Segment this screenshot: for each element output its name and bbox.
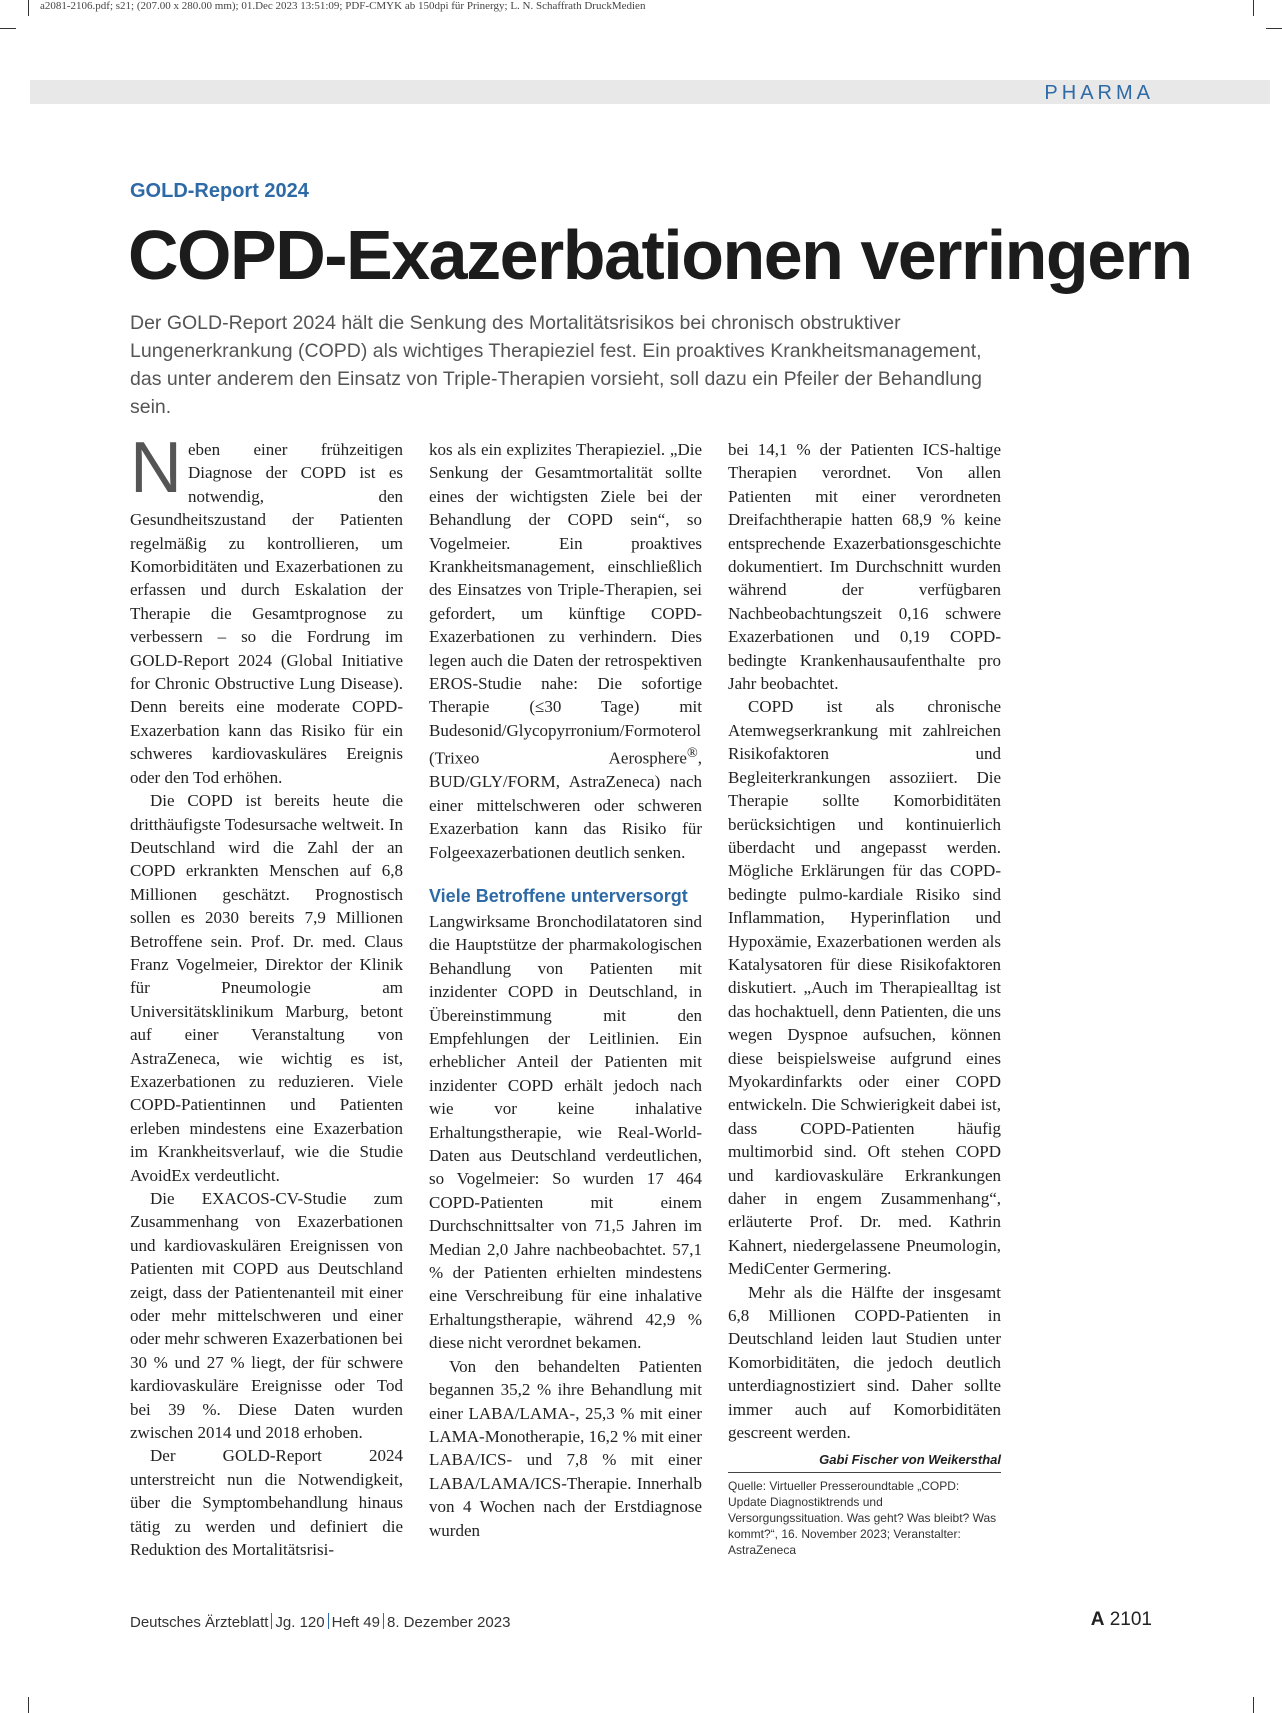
paragraph [728,1281,1001,1468]
print-slug: a2081-2106.pdf; s21; (207.00 x 280.00 mm); 01.Dec 2023 13:51:09; PDF-CMYK ab 150dpi für Prinergy; L. N. Schaffrath DruckMedien [40,0,646,12]
source-note: Quelle: Virtueller Presseroundtable „COPD: Update Diagnostiktrends und Versorgungssituation. Was geht? Was bleibt? Was kommt?“, 16. November 2023; Veranstalter: AstraZeneca [728,1472,1001,1558]
crop-mark [1253,0,1254,16]
paragraph-text: eben einer frühzeitigen Diagnose der COPD ist es notwendig, den Gesundheitszustand der Patienten regelmäßig zu kontrollieren, um Komorbiditäten und Exazerbationen zu erfassen und durch Eskalation der Therapie die Gesamtprognose zu verbessern – so die Fordrung im GOLD-Report 2024 (Global Initiative for Chronic Obstructive Lung Disease). Denn bereits eine moderate COPD-Exazerbation kann das Risiko für ein schweres kardiovaskuläres Ereignis oder den Tod erhöhen. [130,440,403,787]
divider [271,1613,272,1629]
paragraph-text: , BUD/GLY/FORM, AstraZeneca) nach einer mittelschweren oder schweren Exazerbation kann das Risiko für Folgeexazerbationen deutlich senken. [429,748,702,862]
text-column-3 [728,438,1001,1586]
page-number [1091,1609,1152,1631]
journal-issue: Heft 49 [331,1614,380,1631]
paragraph [130,428,403,789]
paragraph: Die COPD ist bereits heute die dritthäufigste Todesursache weltweit. In Deutschland wird die Zahl der an COPD erkrankten Menschen auf 6,8 Millionen geschätzt. Prognostisch sollen es 2030 bereits 7,9 Millionen Betroffene sein. Prof. Dr. med. Claus Franz Vogelmeier, Direktor der Klinik für Pneumologie am Universitätsklinikum Marburg, betont auf einer Veranstaltung von AstraZeneca, wie wichtig es ist, Exazerbationen zu reduzieren. Viele COPD-Patientinnen und Patienten erleben mindestens eine Exazerbation im Krankheitsverlauf, wie die Studie AvoidEx verdeutlicht. [130,791,403,1185]
crop-mark [28,0,29,16]
paragraph: Langwirksame Bronchodilatatoren sind die Hauptstütze der pharmakologischen Behandlung von Patienten mit inzidenter COPD in Deutschland, in Übereinstimmung mit den Empfehlungen der Leitlinien. Ein erheblicher Anteil der Patienten mit inzidenter COPD erhält jedoch nach wie vor keine inhalative Erhaltungstherapie, wie Real-World-Daten aus Deutschland verdeutlichen, so Vogelmeier: So wurden 17 464 COPD-Patienten mit einem Durchschnittsalter von 71,5 Jahren im Median 2,0 Jahre nachbeobachtet. 57,1 % der Patienten erhielten mindestens eine Verschreibung für eine inhalative Erhaltungstherapie, während 42,9 % diese nicht verordnet bekamen. [429,911,702,1353]
page-number-value: 2101 [1109,1609,1152,1630]
divider [328,1613,329,1629]
article-kicker: GOLD-Report 2024 [130,180,309,202]
paragraph: Von den behandelten Patienten begannen 35,2 % ihre Behandlung mit einer LABA/LAMA-, 25,3 % mit einer LAMA-Monotherapie, 16,2 % mit einer LABA/ICS- und 7,8 % mit einer LABA/LAMA/ICS-Therapie. Innerhalb von 4 Wochen nach der Erstdiagnose wurden [429,1356,702,1540]
paragraph-text: Mehr als die Hälfte der insgesamt 6,8 Millionen COPD-Patienten in Deutschland leiden laut Studien unter Komorbiditäten, die jedoch deutlich unterdiagnostiziert sind. Daher sollte immer auch auf Komorbiditäten gescreent werden. [728,1282,1001,1443]
crop-mark [1253,1697,1254,1713]
paragraph: bei 14,1 % der Patienten ICS-haltige Therapien verordnet. Von allen Patienten mit einer verordneten Dreifachtherapie hatten 68,9 % keine entsprechende Exazerbationsgeschichte dokumentiert. Im Durchschnitt wurden während der verfügbaren Nachbeobachtungszeit 0,16 schwere Exazerbationen und 0,19 COPD-bedingte Krankenhausaufenthalte pro Jahr beobachtet. [728,440,1001,694]
drop-cap: N [130,428,182,508]
text-column-1 [130,428,403,1586]
paragraph: COPD ist als chronische Atemwegserkrankung mit zahlreichen Risikofaktoren und Begleiterkrankungen assoziiert. Die Therapie sollte Komorbiditäten berücksichtigen und kontinuierlich überdacht und angepasst werden. Mögliche Erklärungen für das COPD-bedingte pulmo-kardiale Risiko sind Inflammation, Hyperinflation und Hypoxämie, Exazerbationen werden als Katalysatoren für diese Risikofaktoren diskutiert. „Auch im Therapiealltag ist das hochaktuell, denn Patienten, die uns wegen Dyspnoe aufsuchen, können diese beispielsweise aufgrund eines Myokardinfarkts oder einer COPD entwickeln. Die Schwierigkeit dabei ist, dass COPD-Patienten häufig multimorbid sind. Oft stehen COPD und kardiovaskuläre Erkrankungen daher in engem Zusammenhang“, erläuterte Prof. Dr. med. Kathrin Kahnert, niedergelassene Pneumologin, MediCenter Germering. [728,697,1001,1279]
author-byline: Gabi Fischer von Weikersthal [819,1452,1001,1468]
issue-date: 8. Dezember 2023 [387,1614,511,1631]
crop-mark [28,1697,29,1713]
journal-volume: Jg. 120 [275,1614,325,1631]
crop-mark [1266,28,1282,29]
paragraph: Der GOLD-Report 2024 unterstreicht nun die Notwendigkeit, über die Symptombehandlung hinaus tätig zu werden und definiert die Reduktion des Mortalitätsrisi- [130,1446,403,1560]
article-lead: Der GOLD-Report 2024 hält die Senkung des Mortalitätsrisikos bei chronisch obstruktiver Lungenerkrankung (COPD) als wichtiges Therapieziel fest. Ein proaktives Krankheitsmanagement, das unter anderem den Einsatz von Triple-Therapien vorsieht, soll dazu ein Pfeiler der Behandlung sein. [130,312,983,418]
registered-mark: ® [686,745,698,762]
section-label: PHARMA [1044,82,1154,104]
paragraph [429,438,702,864]
paragraph: Die EXACOS-CV-Studie zum Zusammenhang von Exazerbationen und kardiovaskulären Ereignissen von Patienten mit COPD aus Deutschland zeigt, dass der Patientenanteil mit einer oder mehr mittelschweren und einer oder mehr schweren Exazerbationen bei 30 % und 27 % liegt, der für schwere kardiovaskuläre Ereignisse oder Tod bei 39 %. Diese Daten wurden zwischen 2014 und 2018 erhoben. [130,1189,403,1443]
section-subhead: Viele Betroffene unterversorgt [429,885,688,906]
journal-name: Deutsches Ärzteblatt [130,1614,269,1631]
page-prefix: A [1090,1609,1105,1630]
text-column-2 [429,438,702,1586]
article-body [130,428,1002,1586]
divider [383,1613,384,1629]
paragraph-text: kos als ein explizites Therapieziel. „Die Senkung der Gesamtmortalität sollte eines der wichtigsten Ziele bei der Behandlung der COPD sein“, so Vogelmeier. Ein proaktives Krankheitsmanagement, einschließlich des Einsatzes von Triple-Therapien, sei gefordert, um künftige COPD-Exazerbationen zu verhindern. Dies legen auch die Daten der retrospektiven EROS-Studie nahe: Die sofortige Therapie (≤30 Tage) mit Budesonid/Glycopyrronium/Formoterol (Trixeo Aerosphere [429,440,702,768]
crop-mark [0,28,16,29]
page-footer [130,1613,510,1631]
article-headline: COPD-Exazerbationen verringern [128,216,1192,294]
